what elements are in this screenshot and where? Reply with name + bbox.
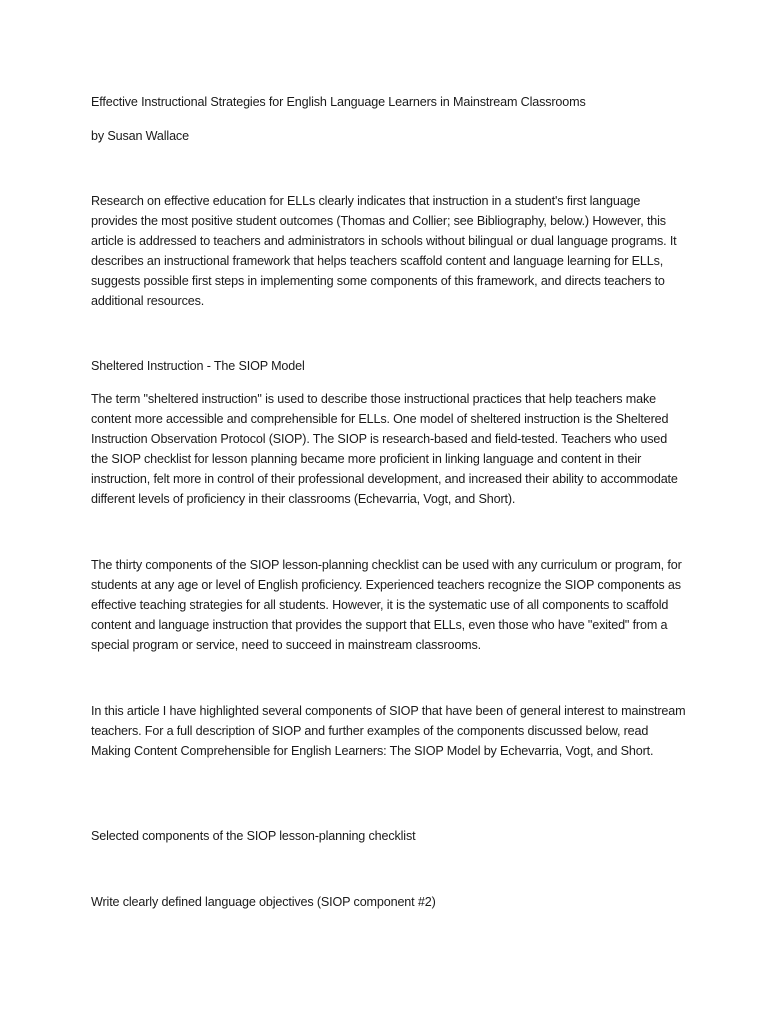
siop-paragraph-2: The thirty components of the SIOP lesson-planning checklist can be used with any curriculum or program, for students at any age or level of English proficiency. Experienced teachers recognize the SIOP components as effective teaching strategies for all students. However, it is the systematic use of all components to scaffold content and language instruction that provides the support that ELLs, even those who have "exited" from a special program or service, need to succeed in mainstream classrooms. <box>91 558 682 652</box>
section-heading-siop-model: Sheltered Instruction - The SIOP Model <box>91 359 305 373</box>
document-byline: by Susan Wallace <box>91 129 189 143</box>
document-title: Effective Instructional Strategies for English Language Learners in Mainstream Classrooms <box>91 95 586 109</box>
siop-paragraph-3: In this article I have highlighted several components of SIOP that have been of general interest to mainstream teachers. For a full description of SIOP and further examples of the components discussed below, read Making Content Comprehensible for English Learners: The SIOP Model by Echevarria, Vogt, and Short. <box>91 704 686 758</box>
intro-paragraph: Research on effective education for ELLs clearly indicates that instruction in a student's first language provides the most positive student outcomes (Thomas and Collier; see Bibliography, below.) However, this article is addressed to teachers and administrators in schools without bilingual or dual language programs. It describes an instructional framework that helps teachers scaffold content and language learning for ELLs, suggests possible first steps in implementing some components of this framework, and directs teachers to additional resources. <box>91 194 677 308</box>
section-heading-selected-components: Selected components of the SIOP lesson-planning checklist <box>91 829 416 843</box>
section-heading-language-objectives: Write clearly defined language objectives (SIOP component #2) <box>91 895 436 909</box>
siop-paragraph-1: The term "sheltered instruction" is used to describe those instructional practices that help teachers make content more accessible and comprehensible for ELLs. One model of sheltered instruction is the Sheltered Instruction Observation Protocol (SIOP). The SIOP is research-based and field-tested. Teachers who used the SIOP checklist for lesson planning became more proficient in linking language and content in their instruction, felt more in control of their professional development, and increased their ability to accommodate different levels of proficiency in their classrooms (Echevarria, Vogt, and Short). <box>91 392 678 506</box>
